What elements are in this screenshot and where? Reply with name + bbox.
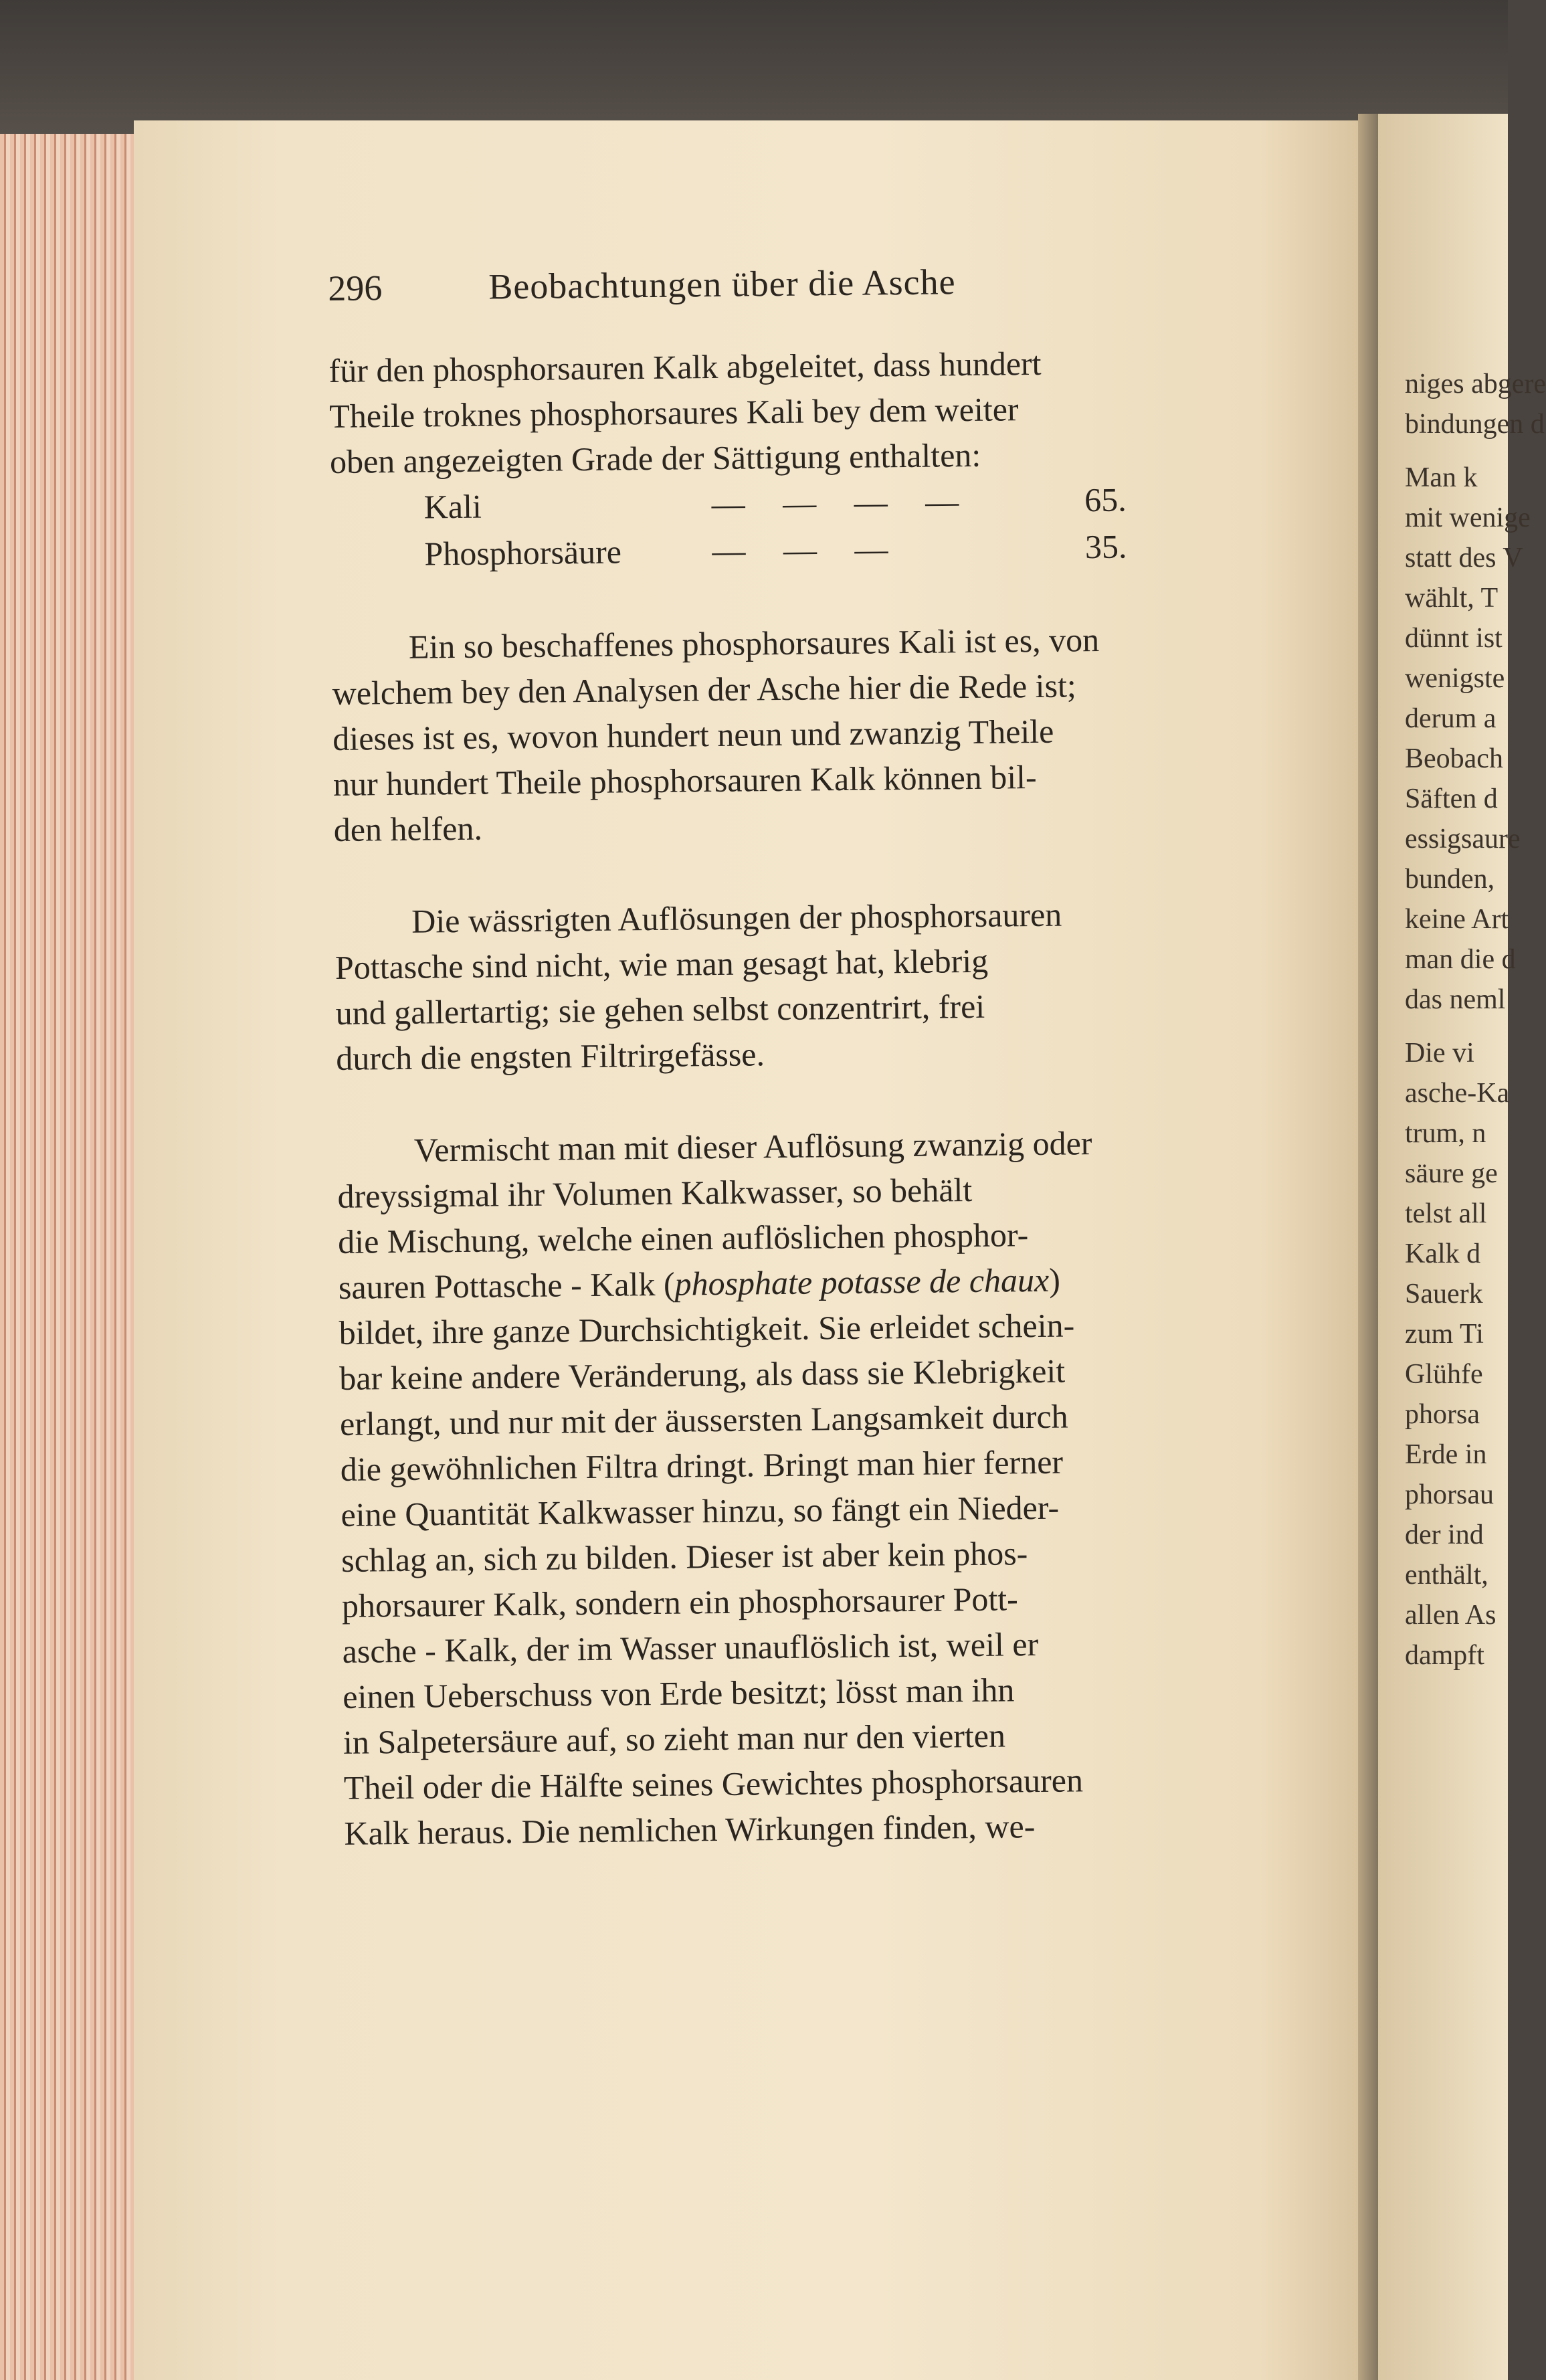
adjacent-fragment: keine Art xyxy=(1405,904,1509,935)
text-line: die gewöhnlichen Filtra dringt. Bringt man hier ferner xyxy=(340,1443,1064,1488)
composition-row xyxy=(330,523,1127,578)
adjacent-fragment: Kalk d xyxy=(1405,1239,1481,1269)
text-line: nur hundert Theile phosphorsauren Kalk können bil- xyxy=(332,757,1037,803)
text-line: oben angezeigten Grade der Sättigung enthalten: xyxy=(329,436,981,480)
page-number: 296 xyxy=(328,268,383,308)
adjacent-fragment: säure ge xyxy=(1405,1158,1498,1189)
composition-dashes: — — — xyxy=(712,530,903,570)
adjacent-fragment: phorsa xyxy=(1405,1399,1480,1430)
adjacent-fragment: Beobach xyxy=(1405,743,1503,774)
text-line: Kalk heraus. Die nemlichen Wirkungen finden, we- xyxy=(344,1807,1036,1852)
adjacent-fragment: essigsaure xyxy=(1405,824,1521,854)
text-line: Vermischt man mit dieser Auflösung zwanzig oder xyxy=(413,1124,1092,1169)
text-line: den helfen. xyxy=(333,809,483,848)
adjacent-fragment: Säften d xyxy=(1405,784,1498,814)
adjacent-fragment: wählt, T xyxy=(1405,583,1499,614)
adjacent-fragment: dampft xyxy=(1405,1640,1484,1671)
adjacent-fragment: phorsau xyxy=(1405,1479,1494,1510)
page-text-block xyxy=(328,258,1288,1856)
text-line: Pottasche sind nicht, wie man gesagt hat, klebrig xyxy=(334,941,989,986)
adjacent-fragment: telst all xyxy=(1405,1198,1487,1229)
adjacent-fragment: asche-Ka xyxy=(1405,1078,1510,1109)
text-line: Theil oder die Hälfte seines Gewichtes phosphorsauren xyxy=(343,1761,1084,1807)
adjacent-fragment: statt des V xyxy=(1405,543,1523,573)
page-header xyxy=(328,258,1272,348)
text-line: erlangt, und nur mit der äussersten Langsamkeit durch xyxy=(339,1397,1068,1443)
adjacent-fragment: allen As xyxy=(1405,1600,1496,1631)
adjacent-fragment: bunden, xyxy=(1405,864,1495,895)
adjacent-fragment: mit wenige xyxy=(1405,502,1531,533)
composition-value: 35. xyxy=(1084,527,1127,566)
text-line: bildet, ihre ganze Durchsichtigkeit. Sie erleidet schein- xyxy=(339,1306,1075,1352)
adjacent-fragment: zum Ti xyxy=(1405,1319,1484,1350)
composition-row xyxy=(330,476,1127,531)
composition-label: Kali xyxy=(423,487,482,526)
adjacent-fragment: man die d xyxy=(1405,944,1516,975)
italic-term: phosphate potasse de chaux xyxy=(674,1261,1050,1303)
text-line: bar keine andere Veränderung, als dass sie Klebrigkeit xyxy=(339,1352,1066,1397)
adjacent-fragment: bindungen d xyxy=(1405,409,1545,440)
adjacent-fragment: dünnt ist xyxy=(1405,623,1503,654)
adjacent-fragment: derum a xyxy=(1405,703,1496,734)
text-line: schlag an, sich zu bilden. Dieser ist aber kein phos- xyxy=(341,1534,1028,1579)
text-line: Die wässrigten Auflösungen der phosphorsauren xyxy=(411,895,1062,940)
text-line: einen Ueberschuss von Erde besitzt; lösst man ihn xyxy=(343,1671,1015,1716)
running-head: Beobachtungen über die Asche xyxy=(488,262,956,307)
book-page-edges xyxy=(0,134,140,2380)
adjacent-fragment: das neml xyxy=(1405,984,1506,1015)
text-line: phorsaurer Kalk, sondern ein phosphorsaurer Pott- xyxy=(341,1580,1019,1625)
text-line: die Mischung, welche einen auflöslichen phosphor- xyxy=(337,1216,1029,1261)
composition-label: Phosphorsäure xyxy=(424,533,622,573)
text-line: welchem bey den Analysen der Asche hier die Rede ist; xyxy=(332,666,1077,712)
composition-value: 65. xyxy=(1084,480,1127,519)
composition-dashes: — — — — xyxy=(711,482,974,523)
adjacent-fragment: niges abgere xyxy=(1405,369,1546,399)
text-segment: sauren Pottasche - Kalk (phosphate potasse de chaux) xyxy=(338,1261,1061,1306)
adjacent-fragment: Glühfe xyxy=(1405,1359,1483,1390)
adjacent-fragment: Man k xyxy=(1405,462,1478,493)
scan-background-top xyxy=(0,0,1508,134)
text-line: dieses ist es, wovon hundert neun und zwanzig Theile xyxy=(332,712,1054,757)
adjacent-fragment: trum, n xyxy=(1405,1118,1486,1149)
text-line: asche - Kalk, der im Wasser unauflöslich ist, weil er xyxy=(342,1625,1039,1670)
adjacent-fragment: enthält, xyxy=(1405,1560,1488,1590)
adjacent-fragment: Sauerk xyxy=(1405,1279,1483,1309)
text-line: durch die engsten Filtrirgefässe. xyxy=(336,1035,765,1077)
text-line: Theile troknes phosphorsaures Kali bey dem weiter xyxy=(329,390,1019,435)
text-line: Ein so beschaffenes phosphorsaures Kali ist es, von xyxy=(408,620,1100,666)
adjacent-fragment: Die vi xyxy=(1405,1038,1474,1069)
adjacent-fragment: der ind xyxy=(1405,1520,1484,1550)
adjacent-fragment: wenigste xyxy=(1405,663,1505,694)
text-line: in Salpetersäure auf, so zieht man nur den vierten xyxy=(343,1716,1006,1761)
adjacent-fragment: Erde in xyxy=(1405,1439,1487,1470)
text-line: und gallertartig; sie gehen selbst conzentrirt, frei xyxy=(335,987,985,1032)
adjacent-page xyxy=(1378,114,1546,2380)
text-line: für den phosphorsauren Kalk abgeleitet, dass hundert xyxy=(328,344,1042,389)
text-line: eine Quantität Kalkwasser hinzu, so fängt ein Nieder- xyxy=(341,1488,1060,1534)
text-line: dreyssigmal ihr Volumen Kalkwasser, so behält xyxy=(337,1170,973,1215)
